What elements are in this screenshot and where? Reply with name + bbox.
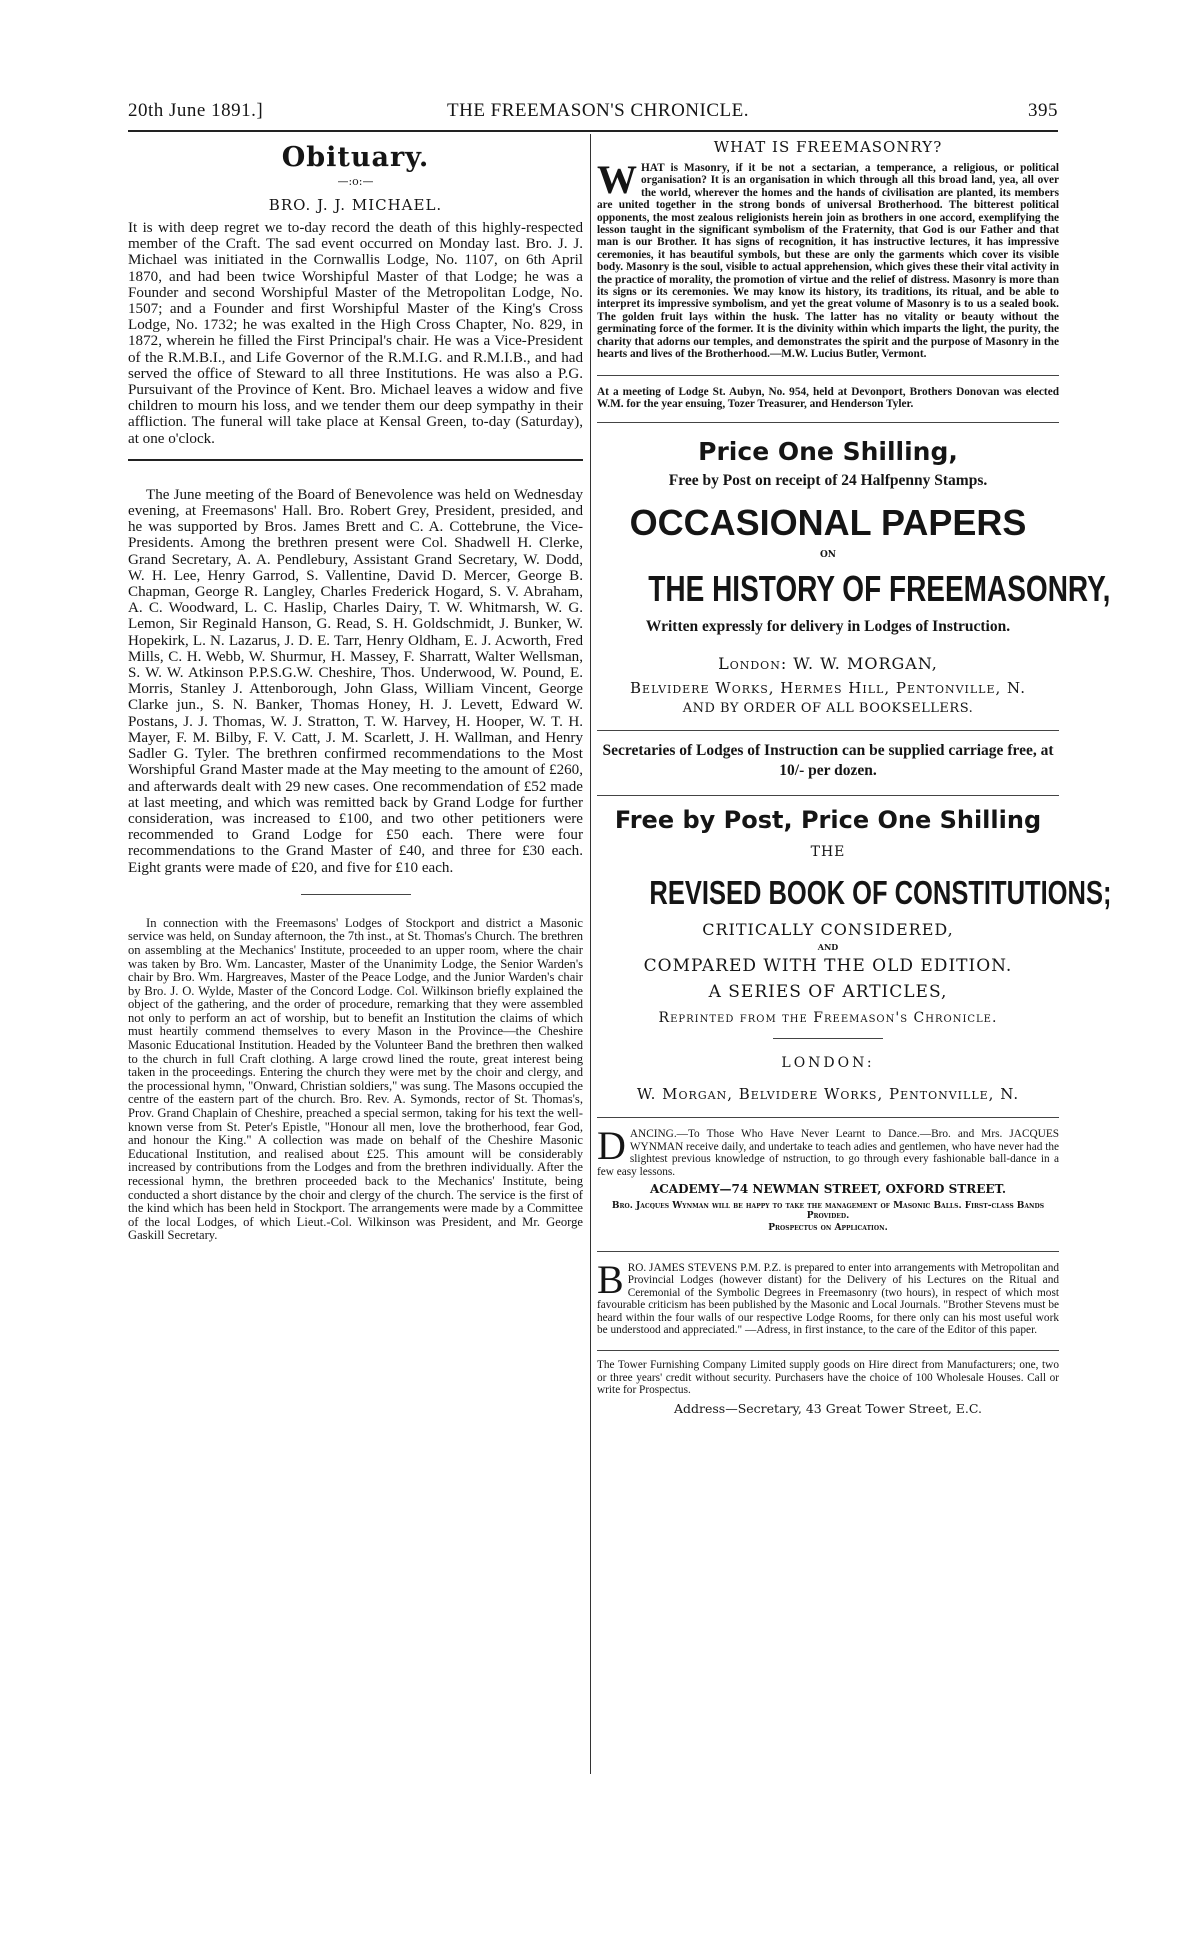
- page-number: 395: [1028, 100, 1058, 121]
- ad3-body: DANCING.—To Those Who Have Never Learnt to Dance.—Bro. and Mrs. JACQUES WYNMAN receive daily, and undertake to teach adies and gentlemen, who have never had the slightest previous knowledge of nstruction, to go through every fashionable ball-dance in a few easy lessons.: [597, 1123, 1059, 1178]
- benevolence-body: The June meeting of the Board of Benevolence was held on Wednesday evening, at Freemasons' Hall. Bro. Robert Grey, President, presided, and he was supported by Bros. James Brett and C. A. Cottebrune, the Vice-Presidents. Among the brethren present were Col. Shadwell H. Clerke, Grand Secretary, A. A. Pendlebury, Assistant Grand Secretary, W. Dodd, W. H. Lee, Henry Garrod, S. Vallentine, David D. Mercer, George B. Chapman, George R. Langley, Charles Frederick Hogard, S. V. Abraham, A. C. Woodward, L. C. Haslip, Charles Dairy, T. W. Whitmarsh, W. G. Lemon, Sir Reginald Hanson, G. Read, S. H. Goldschmidt, J. Bunker, W. Hopekirk, L. N. Lazarus, J. D. E. Tarr, Henry Oldham, E. J. Acworth, Fred Mills, C. H. Webb, W. Shurmur, H. Massey, F. Sharratt, Walter Wellsman, S. W. W. Atkinson P.P.S.G.W. Cheshire, Thos. Underwood, W. Pound, E. Morris, Stanley J. Attenborough, John Glass, William Vincent, George Clarke jun., S. N. Banker, Thomas Honey, H. J. Levett, Edward W. Postans, J. J. Thomas, W. J. Stratton, T. W. Harvey, H. Hooper, W. T. H. Mayer, F. M. Bilby, F. V. Catt, J. M. Scarlett, J. H. Wallman, and Henry Sadler G. Tyler. The brethren confirmed recommendations to the Most Worshipful Grand Master made at the May meeting to the amount of £260, and afterwards dealt with 29 new cases. One recommendation of £52 made at last meeting, and which was remitted back by Grand Lodge for further consideration, was increased to £100, and two other petitioners were recommended to Grand Lodge for £50 each. There were four recommendations to the Grand Master of £40, and three for £30 each. Eight grants were made of £20, and five for £10 each.: [128, 486, 583, 876]
- ad5-address: Address—Secretary, 43 Great Tower Street, E.C.: [673, 1400, 982, 1416]
- ad1-title1: OCCASIONAL PAPERS: [629, 502, 1027, 544]
- section-rule: [597, 422, 1059, 423]
- ad2-reprinted: Reprinted from the Freemason's Chronicle.: [658, 1010, 998, 1027]
- what-is-heading: WHAT IS FREEMASONRY?: [713, 138, 943, 156]
- obituary-separator: —:o:—: [337, 175, 374, 188]
- ad2-critically: CRITICALLY CONSIDERED,: [702, 920, 954, 940]
- ad2-series: A SERIES OF ARTICLES,: [708, 982, 948, 1003]
- column-separator: [590, 134, 591, 1774]
- section-rule: [597, 1251, 1059, 1252]
- ad2-price: Free by Post, Price One Shilling: [614, 806, 1042, 835]
- ad3-note: Bro. Jacques Wynman will be happy to take the management of Masonic Balls. First-class Bands Provided.: [611, 1200, 1045, 1221]
- section-rule: [597, 1350, 1059, 1351]
- publication-title: THE FREEMASON'S CHRONICLE.: [447, 100, 749, 121]
- section-rule: [597, 375, 1059, 376]
- left-column: [128, 138, 583, 1243]
- ad4-body: BRO. JAMES STEVENS P.M. P.Z. is prepared to enter into arrangements with Metropolitan and Provincial Lodges (however distant) for the Delivery of his Lectures on the Ritual and Ceremonial of the Symbolic Degrees in Freemasonry (two hours), in respect of which most favourable criticism has been published by the Masonic and Local Journals. "Brother Stevens must be heard within the four walls of our respective Lodge Rooms, for there only can his most useful work be understood and appreciated." —Adress, in first instance, to the care of the Editor of this paper.: [597, 1256, 1059, 1336]
- dropcap: W: [597, 157, 637, 202]
- obituary-heading: Obituary.: [281, 142, 430, 173]
- ad1-secretaries: Secretaries of Lodges of Instruction can be supplied carriage free, at 10/- per dozen.: [602, 742, 1054, 780]
- section-rule: [128, 459, 583, 461]
- ad1-address: Belvidere Works, Hermes Hill, Pentonville, N.: [630, 679, 1026, 698]
- section-rule: [597, 795, 1059, 796]
- right-column: [597, 138, 1112, 1416]
- section-rule-short: [301, 894, 411, 895]
- ad2-london: LONDON:: [781, 1055, 875, 1072]
- ad1-london: London: W. W. MORGAN,: [718, 654, 938, 674]
- obituary-body: It is with deep regret we to-day record the death of this highly-respected member of the Craft. The sad event occurred on Monday last. Bro. J. J. Michael was initiated in the Cornwallis Lodge, No. 1107, on 6th April 1870, and had been twice Worshipful Master of that Lodge; he was a Founder and second Worshipful Master of the Metropolitan Lodge, No. 1507; and a Founder and first Worshipful Master of the King's Cross Lodge, No. 1732; he was exalted in the High Cross Chapter, No. 829, in 1872, wherein he filled the First Principal's chair. He was a Vice-President of the R.M.B.I., and Life Governor of the R.M.I.G. and R.M.I.B., and had served the office of Steward to all three Institutions. He was also a P.G. Pursuivant of the Province of Kent. Bro. Michael leaves a widow and five children to mourn his loss, and we tender them our deep sympathy in their affliction. The funeral will take place at Kensal Green, to-day (Saturday), at one o'clock.: [128, 220, 583, 447]
- dropcap: B: [597, 1256, 624, 1302]
- ad2-compared: COMPARED WITH THE OLD EDITION.: [643, 956, 1013, 977]
- ad1-order: AND BY ORDER OF ALL BOOKSELLERS.: [682, 701, 974, 717]
- st-aubyn-body: At a meeting of Lodge St. Aubyn, No. 954, held at Devonport, Brothers Donovan was elected W.M. for the year ensuing, Tozer Treasurer, and Henderson Tyler.: [597, 385, 1059, 410]
- ad1-written: Written expressly for delivery in Lodges of Instruction.: [645, 618, 1011, 636]
- section-rule: [597, 1117, 1059, 1118]
- section-rule-short: [773, 1038, 883, 1039]
- ad2-title: REVISED BOOK OF CONSTITUTIONS;: [649, 874, 1112, 912]
- ad2-address: W. Morgan, Belvidere Works, Pentonville, N.: [636, 1085, 1020, 1104]
- ad1-price: Price One Shilling,: [698, 437, 958, 467]
- ad1-on: ON: [819, 550, 837, 561]
- ad5-body: The Tower Furnishing Company Limited supply goods on Hire direct from Manufacturers; one, two or three years' credit without security. Purchasers have the choice of 100 Wholesale Houses. Call or write for Prospectus.: [597, 1359, 1059, 1397]
- ad3-prospectus: Prospectus on Application.: [768, 1222, 888, 1233]
- ad2-and: AND: [817, 942, 839, 953]
- page-header: [128, 100, 1058, 128]
- dropcap: D: [597, 1123, 626, 1169]
- ad2-the: THE: [810, 844, 846, 861]
- stockport-body: In connection with the Freemasons' Lodges of Stockport and district a Masonic service was held, on Sunday afternoon, the 7th inst., at St. Thomas's Church. The brethren on assembling at the Mechanics' Institute, proceeded to an upper room, where the chair was taken by Bro. Wm. Lancaster, Master of the Unanimity Lodge, the Senior Warden's chair by Bro. Wm. Hargreaves, Master of the Peace Lodge, and the Junior Warden's chair by Bro. J. O. Wylde, Master of the Concord Lodge. Col. Wilkinson briefly explained the object of the gathering, and the order of procedure, remarking that they were assembled not only to perform an act of worship, but to benefit an Institution the claims of which must heartily commend themselves to every Mason in the Province—the Cheshire Masonic Educational Institution. Headed by the Volunteer Band the brethren then walked to the church in full Craft clothing. A large crowd lined the route, great interest being taken in the proceedings. Entering the church they were met by the choir and clergy, and the processional hymn, "Onward, Christian soldiers," was sung. The Masons occupied the centre of the eastern part of the church. Bro. Rev. A. Symonds, rector of St. Thomas's, Prov. Grand Chaplain of Cheshire, preached a special sermon, taking for his text the well-known verse from St. Peter's Epistle, "Honour all men, love the brotherhood, fear God, and honour the King." A collection was made on behalf of the Cheshire Masonic Educational Institution, and realised about £25. This amount will be considerably increased by contributions from the Lodges and from the brethren individually. After the recessional hymn, the brethren proceeded back to the Mechanics' Institute, being conducted a short distance by the choir and clergy of the church. The service is the first of the kind which has been held in Stockport. The arrangements were made by a Committee of the local Lodges, of which Lieut.-Col. Wilkinson was President, and Mr. George Gaskill Secretary.: [128, 915, 583, 1243]
- ad1-post: Free by Post on receipt of 24 Halfpenny Stamps.: [668, 472, 988, 490]
- obituary-name: BRO. J. J. MICHAEL.: [268, 196, 443, 214]
- ad1-title2: THE HISTORY OF FREEMASONRY,: [648, 568, 1111, 610]
- section-rule: [597, 730, 1059, 731]
- header-rule: [128, 130, 1058, 132]
- issue-date: 20th June 1891.]: [128, 100, 264, 121]
- ad3-academy: ACADEMY—74 NEWMAN STREET, OXFORD STREET.: [649, 1181, 1007, 1196]
- what-is-body: WHAT is Masonry, if it be not a sectarian, a temperance, a religious, or political organisation? It is an organisation in which through all this broad land, yea, all over the world, wherever the homes and the hands of civilisation are planted, its members are united together in the strong bonds of universal Brotherhood. The bitterest political opponents, the most zealous religionists herein join as brothers in one accord, exemplifying the lesson taught in the significant symbolism of the Fraternity, that God is our Father and that man is our Brother. It has signs of recognition, it has instructive lectures, it has impressive ceremonies, it has beautiful symbols, but these are only the garments which cover its visible body. Masonry is the soul, visible to actual apprehension, which gives these their vital activity in the practice of morality, the promotion of virtue and the relief of distress. Masonry is more than its signs or its ceremonies. We may know its history, its traditions, its ritual, and be able to interpret its impressive symbolism, and yet the great volume of Masonry is to us a sealed book. The golden fruit lays within the husk. The latter has no vitality or beauty without the germinating force of the former. It is the divinity within which imparts the light, the purity, the charity that adorns our temples, and demonstrates the spirit and the purpose of Masonry in the hearts and lives of the Brotherhood.—M.W. Lucius Butler, Vermont.: [597, 157, 1059, 361]
